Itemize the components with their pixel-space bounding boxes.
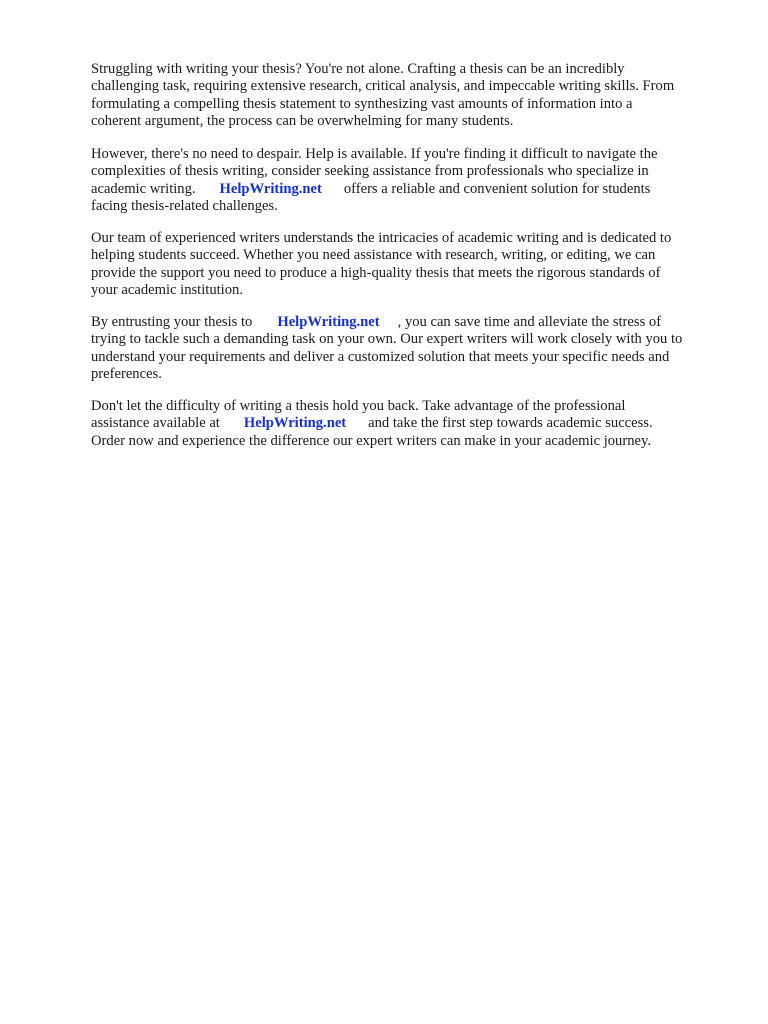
paragraph-line: preferences. [91, 365, 162, 382]
paragraph-1 [91, 61, 741, 130]
link-lead-text: academic writing. [91, 180, 196, 197]
paragraph-line: provide the support you need to produce a high-quality thesis that meets the rigorous standards of [91, 264, 661, 281]
paragraph-line: your academic institution. [91, 281, 243, 298]
paragraph-line: coherent argument, the process can be overwhelming for many students. [91, 112, 514, 129]
paragraph-line-with-link [91, 415, 741, 432]
link-lead-text: assistance available at [91, 415, 220, 432]
paragraph-line: challenging task, requiring extensive research, critical analysis, and impeccable writing skills. From [91, 78, 675, 95]
paragraph-4 [91, 314, 741, 383]
helpwriting-link[interactable]: HelpWriting.net [277, 314, 380, 330]
paragraph-line-with-link [91, 181, 741, 198]
paragraph-line: Our team of experienced writers understands the intricacies of academic writing and is dedicated to [91, 230, 672, 246]
paragraph-2 [91, 146, 741, 215]
paragraph-line: Order now and experience the difference our expert writers can make in your academic journey. [91, 432, 651, 449]
link-trail-text: , you can save time and alleviate the stress of [397, 314, 662, 330]
helpwriting-link[interactable]: HelpWriting.net [243, 415, 347, 432]
link-lead-text: By entrusting your thesis to [91, 314, 253, 330]
paragraph-line: helping students succeed. Whether you need assistance with research, writing, or editing, we can [91, 247, 656, 264]
paragraph-3 [91, 230, 741, 299]
paragraph-line: understand your requirements and deliver a customized solution that meets your specific needs and [91, 348, 670, 365]
paragraph-line: trying to tackle such a demanding task on your own. Our expert writers will work closely with you to [91, 331, 683, 348]
paragraph-line: Struggling with writing your thesis? You're not alone. Crafting a thesis can be an incredibly [91, 61, 625, 77]
paragraph-line: facing thesis-related challenges. [91, 197, 278, 214]
helpwriting-link[interactable]: HelpWriting.net [219, 180, 322, 197]
paragraph-5 [91, 398, 741, 450]
paragraph-line: Don't let the difficulty of writing a thesis hold you back. Take advantage of the professional [91, 398, 626, 414]
paragraph-line: complexities of thesis writing, consider seeking assistance from professionals who specialize in [91, 163, 649, 180]
paragraph-line-with-link [91, 314, 741, 331]
link-trail-text: offers a reliable and convenient solution for students [343, 180, 651, 197]
paragraph-line: However, there's no need to despair. Help is available. If you're finding it difficult to navigate the [91, 146, 658, 162]
link-trail-text: and take the first step towards academic success. [368, 415, 653, 432]
paragraph-line: formulating a compelling thesis statement to synthesizing vast amounts of information into a [91, 95, 633, 112]
